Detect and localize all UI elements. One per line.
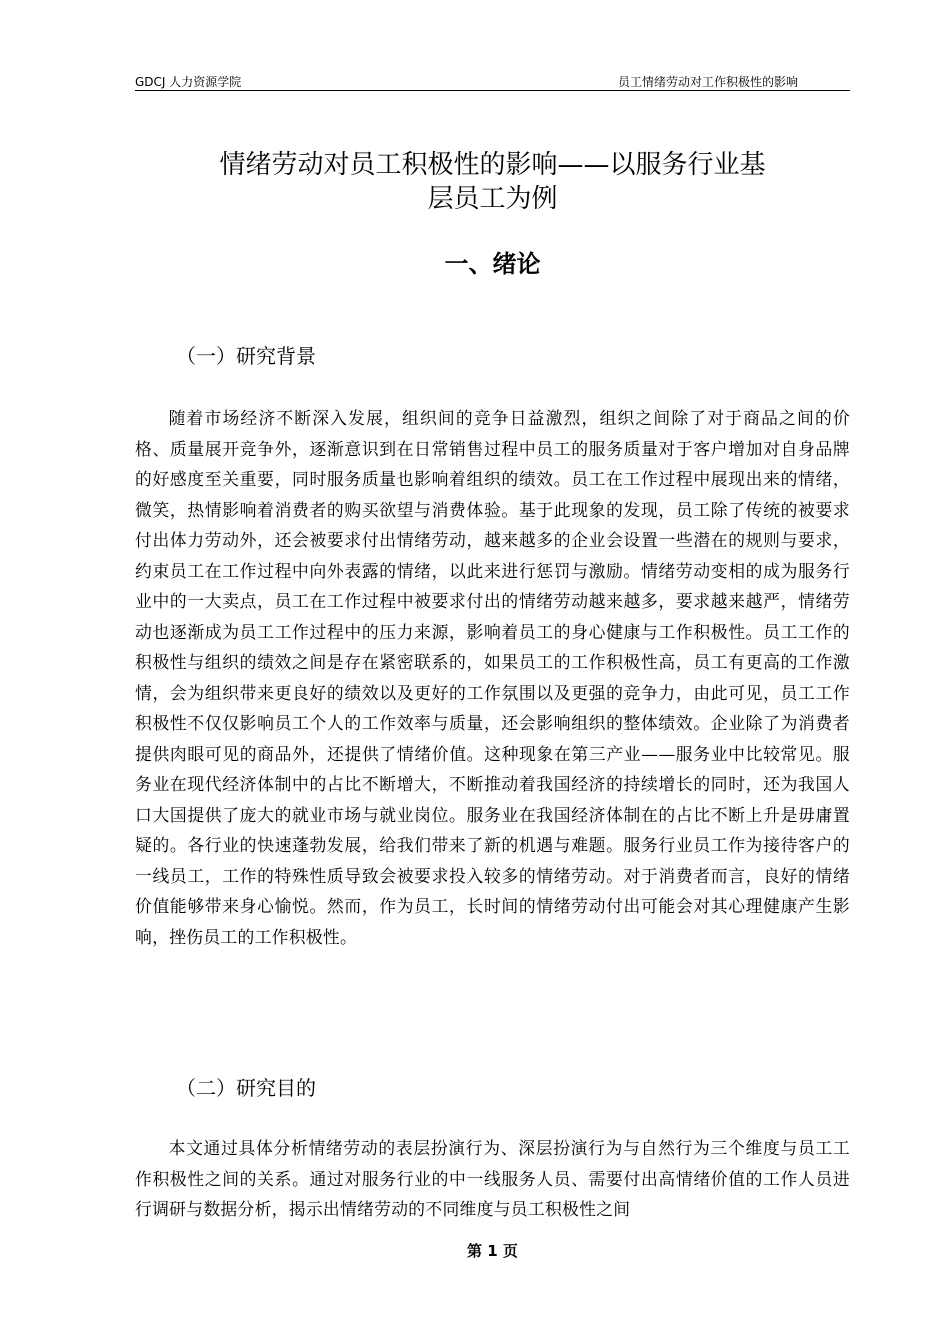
header-right-text: 员工情绪劳动对工作积极性的影响 — [617, 75, 798, 89]
title-line-1: 情绪劳动对员工积极性的影响——以服务行业基 — [219, 150, 766, 180]
background-paragraph: 随着市场经济不断深入发展，组织间的竞争日益激烈，组织之间除了对于商品之间的价格、质量展开竞争外，逐渐意识到在日常销售过程中员工的服务质量对于客户增加对自身品牌的好感度至关重要，同时服务质量也影响着组织的绩效。员工在工作过程中展现出来的情绪，微笑，热情影响着消费者的购买欲望与消费体验。基于此现象的发现，员工除了传统的被要求付出体力劳动外，还会被要求付出情绪劳动，越来越多的企业会设置一些潜在的规则与要求，约束员工在工作过程中向外表露的情绪，以此来进行惩罚与激励。情绪劳动变相的成为服务行业中的一大卖点，员工在工作过程中被要求付出的情绪劳动越来越多，要求越来越严，情绪劳动也逐渐成为员工工作过程中的压力来源，影响着员工的身心健康与工作积极性。员工工作的积极性与组织的绩效之间是存在紧密联系的，如果员工的工作积极性高，员工有更高的工作激情，会为组织带来更良好的绩效以及更好的工作氛围以及更强的竞争力，由此可见，员工工作积极性不仅仅影响员工个人的工作效率与质量，还会影响组织的整体绩效。企业除了为消费者提供肉眼可见的商品外，还提供了情绪价值。这种现象在第三产业——服务业中比较常见。服务业在现代经济体制中的占比不断增大，不断推动着我国经济的持续增长的同时，还为我国人口大国提供了庞大的就业市场与就业岗位。服务业在我国经济体制在的占比不断上升是毋庸置疑的。各行业的快速蓬勃发展，给我们带来了新的机遇与难题。服务行业员工作为接待客户的一线员工，工作的特殊性质导致会被要求投入较多的情绪劳动。对于消费者而言，良好的情绪价值能够带来身心愉悦。然而，作为员工，长时间的情绪劳动付出可能会对其心理健康产生影响，挫伤员工的工作积极性。 — [135, 408, 850, 947]
chapter-heading: 一、绪论 — [444, 250, 541, 278]
header-left-text: GDCJ 人力资源学院 — [135, 75, 242, 89]
title-line-2: 层员工为例 — [427, 184, 558, 214]
page-number: 第 1 页 — [467, 1242, 518, 1260]
section-heading-purpose: （二）研究目的 — [176, 1076, 316, 1100]
section-heading-background: （一）研究背景 — [176, 344, 316, 368]
document-title — [135, 148, 850, 216]
purpose-paragraph: 本文通过具体分析情绪劳动的表层扮演行为、深层扮演行为与自然行为三个维度与员工工作积极性之间的关系。通过对服务行业的中一线服务人员、需要付出高情绪价值的工作人员进行调研与数据分析，揭示出情绪劳动的不同维度与员工积极性之间 — [135, 1138, 850, 1219]
page-header — [135, 70, 850, 91]
